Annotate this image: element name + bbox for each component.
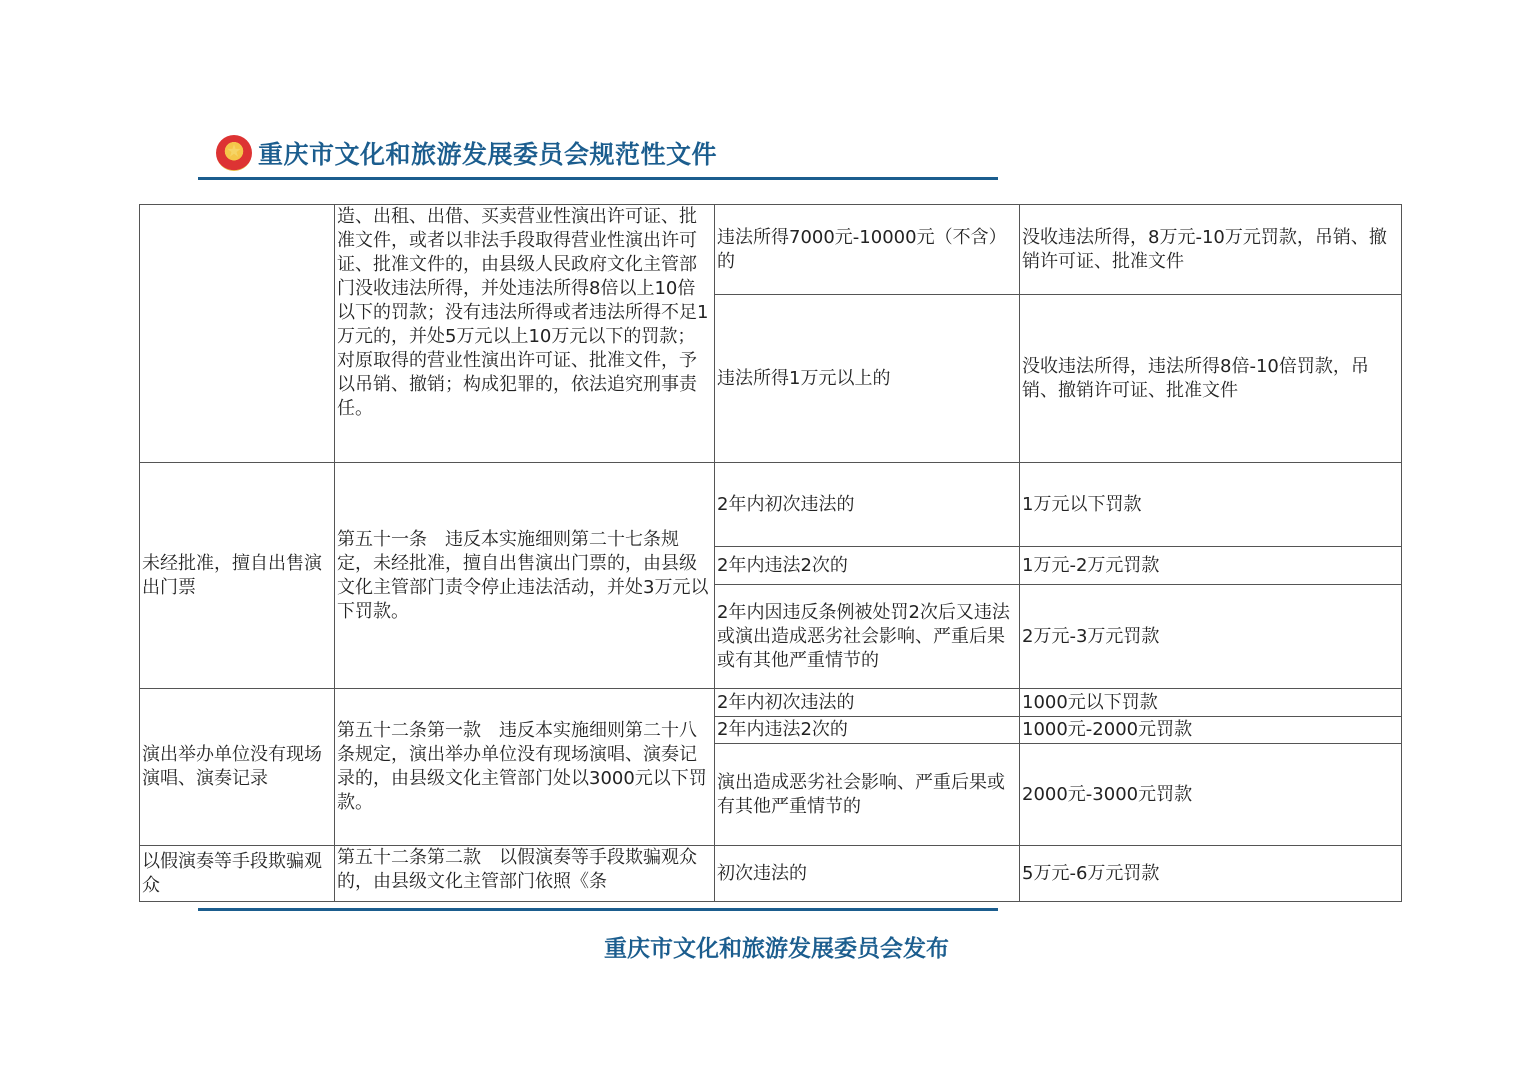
footer-text: 重庆市文化和旅游发展委员会发布 [604,935,949,962]
case-cell: 2年内初次违法的 [715,689,1020,717]
penalty-table [139,204,1402,902]
basis-cell: 第五十二条第一款 违反本实施细则第二十八条规定，演出举办单位没有现场演唱、演奏记录的，由县级文化主管部门处以3000元以下罚款。 [335,689,715,846]
penalty-cell: 1000元-2000元罚款 [1020,717,1402,744]
case-cell: 2年内违法2次的 [715,547,1020,585]
case-cell: 演出造成恶劣社会影响、严重后果或有其他严重情节的 [715,744,1020,846]
table-row [140,689,1402,717]
case-cell: 违法所得7000元-10000元（不含）的 [715,205,1020,295]
national-emblem-icon [216,135,252,171]
case-cell: 违法所得1万元以上的 [715,295,1020,463]
case-cell: 2年内初次违法的 [715,463,1020,547]
penalty-cell: 没收违法所得，违法所得8倍-10倍罚款，吊销、撤销许可证、批准文件 [1020,295,1402,463]
header-rule [198,177,998,180]
basis-cell: 第五十二条第二款 以假演奏等手段欺骗观众的，由县级文化主管部门依照《条 [335,846,715,902]
table-row [140,463,1402,547]
footer-rule [198,908,998,911]
item-cell: 以假演奏等手段欺骗观众 [140,846,335,902]
basis-cell: 第五十一条 违反本实施细则第二十七条规定，未经批准，擅自出售演出门票的，由县级文化主管部门责令停止违法活动，并处3万元以下罚款。 [335,463,715,689]
table-row [140,846,1402,902]
penalty-cell: 2万元-3万元罚款 [1020,585,1402,689]
penalty-cell: 没收违法所得，8万元-10万元罚款，吊销、撤销许可证、批准文件 [1020,205,1402,295]
penalty-cell: 1万元以下罚款 [1020,463,1402,547]
basis-cell: 造、出租、出借、买卖营业性演出许可证、批准文件，或者以非法手段取得营业性演出许可证、批准文件的，由县级人民政府文化主管部门没收违法所得，并处违法所得8倍以上10倍以下的罚款；没有违法所得或者违法所得不足1万元的，并处5万元以上10万元以下的罚款；对原取得的营业性演出许可证、批准文件，予以吊销、撤销；构成犯罪的，依法追究刑事责任。 [335,205,715,463]
case-cell: 2年内违法2次的 [715,717,1020,744]
item-cell: 未经批准，擅自出售演出门票 [140,463,335,689]
table-row [140,205,1402,295]
penalty-cell: 1万元-2万元罚款 [1020,547,1402,585]
item-cell [140,205,335,463]
header-title: 重庆市文化和旅游发展委员会规范性文件 [258,140,718,169]
penalty-cell: 1000元以下罚款 [1020,689,1402,717]
case-cell: 2年内因违反条例被处罚2次后又违法或演出造成恶劣社会影响、严重后果或有其他严重情节的 [715,585,1020,689]
case-cell: 初次违法的 [715,846,1020,902]
document-header [216,132,717,174]
penalty-cell: 5万元-6万元罚款 [1020,846,1402,902]
penalty-cell: 2000元-3000元罚款 [1020,744,1402,846]
item-cell: 演出举办单位没有现场演唱、演奏记录 [140,689,335,846]
